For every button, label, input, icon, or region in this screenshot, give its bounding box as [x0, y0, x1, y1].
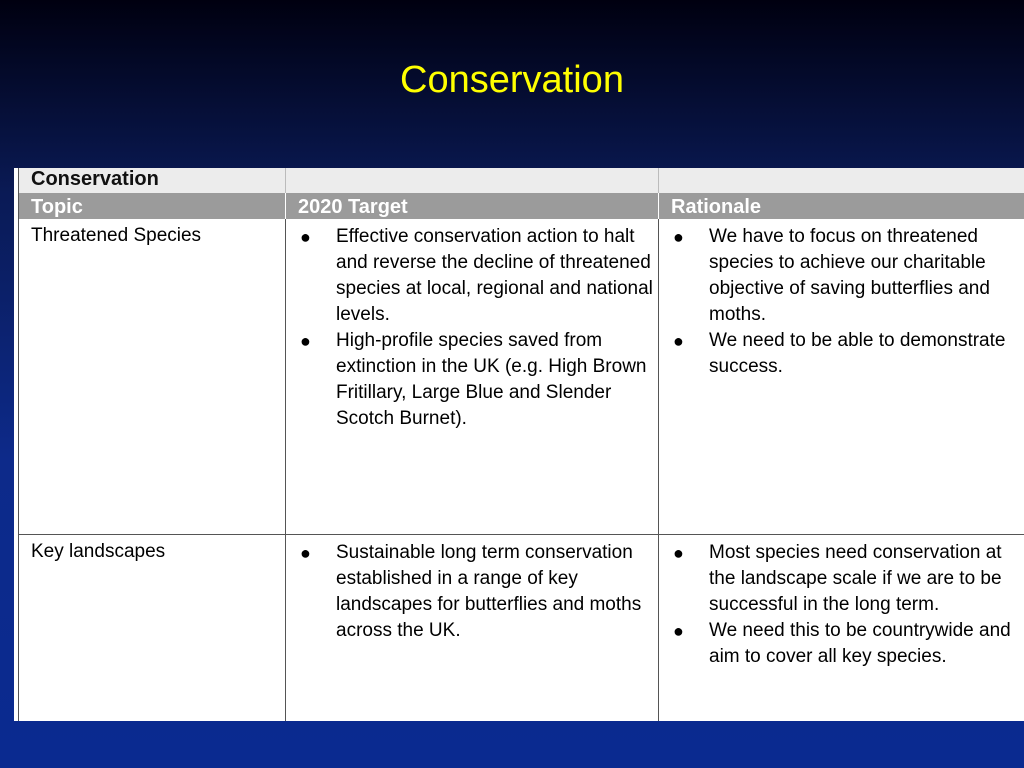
- list-item: [669, 540, 1020, 618]
- target-cell: [285, 535, 658, 721]
- rationale-list: [669, 540, 1020, 670]
- header-cell-rationale: [658, 193, 1024, 219]
- rationale-text: We need this to be countrywide and aim to cover all key species.: [709, 620, 1011, 667]
- list-item: [296, 328, 654, 432]
- header-cell-topic: [19, 193, 285, 219]
- list-item: [669, 618, 1020, 670]
- header-rationale: Rationale: [671, 196, 762, 218]
- target-text: High-profile species saved from extinction in the UK (e.g. High Brown Fritillary, Large Blue and Slender Scotch Burnet).: [336, 330, 647, 429]
- list-item: [669, 328, 1020, 380]
- target-cell: [285, 219, 658, 534]
- list-item: [669, 224, 1020, 328]
- bullet-icon: ●: [300, 227, 311, 247]
- table-header-row: [19, 193, 1024, 219]
- bullet-icon: ●: [673, 227, 684, 247]
- caption-cell-empty: [285, 168, 658, 193]
- table-row: [19, 219, 1024, 535]
- target-text: Sustainable long term conservation established in a range of key landscapes for butterflies and moths across the UK.: [336, 542, 642, 641]
- target-text: Effective conservation action to halt and reverse the decline of threatened species at local, regional and national levels.: [336, 226, 653, 325]
- rationale-list: [669, 224, 1020, 380]
- target-list: [296, 224, 654, 432]
- topic-cell: [19, 219, 285, 534]
- table-caption-row: [19, 168, 1024, 193]
- table-caption: Conservation: [31, 168, 159, 190]
- slide-title: Conservation: [400, 59, 624, 101]
- bullet-icon: ●: [673, 331, 684, 351]
- topic-cell: [19, 535, 285, 721]
- topic-text: Key landscapes: [31, 541, 166, 562]
- rationale-cell: [658, 219, 1024, 534]
- list-item: [296, 224, 654, 328]
- bullet-icon: ●: [673, 543, 684, 563]
- bullet-icon: ●: [300, 331, 311, 351]
- conservation-table: [14, 168, 1024, 721]
- rationale-text: Most species need conservation at the landscape scale if we are to be successful in the long term.: [709, 542, 1002, 615]
- rationale-text: We need to be able to demonstrate success.: [709, 330, 1006, 377]
- caption-cell: [19, 168, 285, 193]
- list-item: [296, 540, 654, 644]
- bullet-icon: ●: [673, 621, 684, 641]
- target-list: [296, 540, 654, 644]
- table-row: [19, 535, 1024, 721]
- header-cell-target: [285, 193, 658, 219]
- topic-text: Threatened Species: [31, 225, 202, 246]
- header-topic: Topic: [31, 196, 83, 218]
- bullet-icon: ●: [300, 543, 311, 563]
- caption-cell-empty: [658, 168, 1024, 193]
- rationale-cell: [658, 535, 1024, 721]
- rationale-text: We have to focus on threatened species to achieve our charitable objective of saving butterflies and moths.: [709, 226, 990, 325]
- header-target: 2020 Target: [298, 196, 408, 218]
